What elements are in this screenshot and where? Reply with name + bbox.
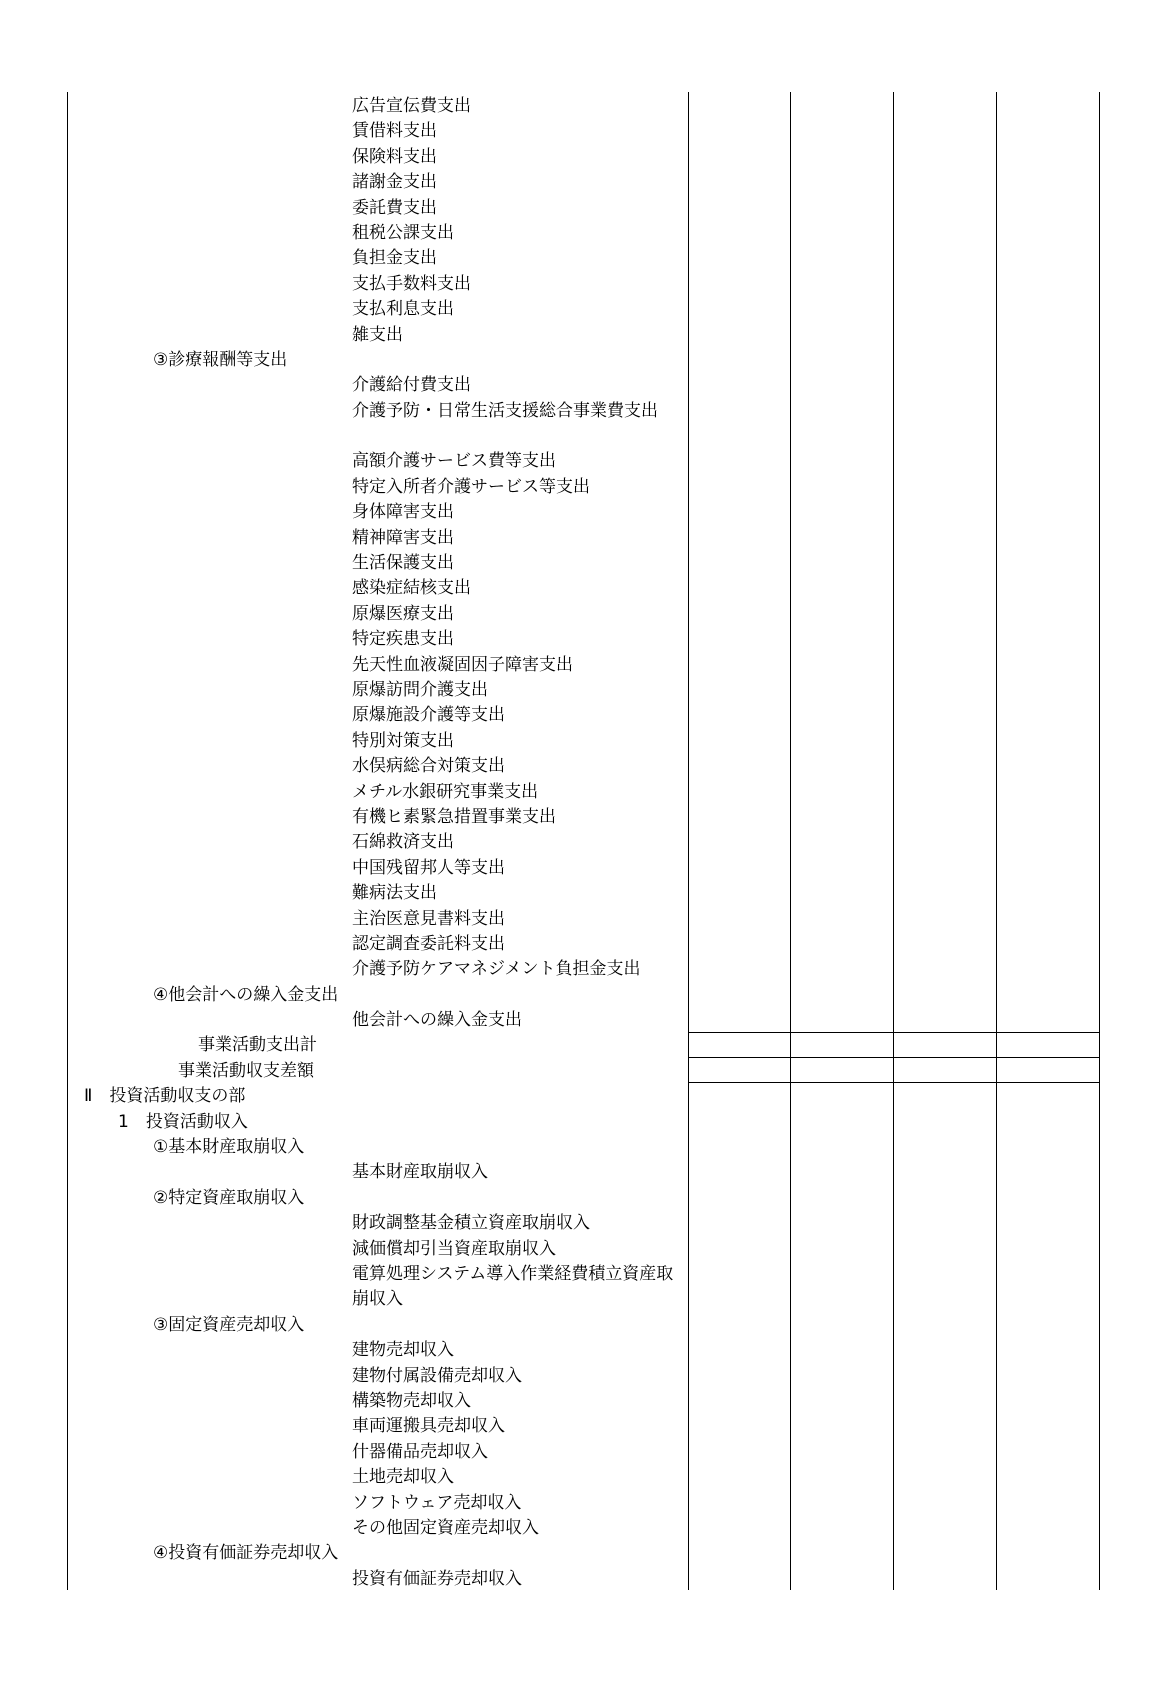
row-label: 諸謝金支出 [352,172,437,193]
row-label: 土地売却収入 [352,1467,454,1488]
row-label: 原爆医療支出 [352,603,454,624]
table-row [0,1489,1166,1514]
row-label: Ⅱ 投資活動収支の部 [84,1086,246,1107]
table-row [0,854,1166,879]
row-label: ①基本財産取崩収入 [153,1137,305,1158]
row-label: 介護予防ケアマネジメント負担金支出 [352,959,641,980]
row-label: 負担金支出 [352,248,437,269]
row-label: 精神障害支出 [352,527,454,548]
row-label: 原爆施設介護等支出 [352,705,505,726]
table-row [0,1108,1166,1133]
table-row [0,1184,1166,1209]
row-label: ③診療報酬等支出 [153,349,288,370]
row-label: 原爆訪問介護支出 [352,680,488,700]
table-row [0,1031,1166,1056]
row-label: 構築物売却収入 [352,1390,471,1411]
row-label: 感染症結核支出 [352,578,471,599]
row-label: 特定入所者介護サービス等支出 [352,476,590,497]
table-row [0,803,1166,828]
row-label: 車両運搬具売却収入 [352,1416,505,1437]
table-row [0,1260,1166,1311]
table-row [0,92,1166,117]
row-label: 特別対策支出 [352,730,454,751]
row-label: 先天性血液凝固因子障害支出 [352,654,573,675]
table-row [0,955,1166,980]
table-row [0,651,1166,676]
table-row [0,1082,1166,1107]
row-label: 雑支出 [352,324,403,345]
table-row [0,1438,1166,1463]
row-label: ②特定資産取崩収入 [153,1187,305,1208]
table-row [0,600,1166,625]
table-row [0,1463,1166,1488]
table-row [0,524,1166,549]
table-row [0,295,1166,320]
table-row [0,498,1166,523]
table-row [0,168,1166,193]
table-row [0,727,1166,752]
account-item-list [0,92,1166,1590]
table-row [0,905,1166,930]
row-label: 他会計への繰入金支出 [352,1010,522,1031]
row-label: 広告宣伝費支出 [352,96,471,116]
table-row [0,1133,1166,1158]
row-label: ③固定資産売却収入 [153,1314,305,1335]
table-row [0,1565,1166,1590]
table-row [0,1311,1166,1336]
row-label: 賃借料支出 [352,121,437,142]
table-row [0,752,1166,777]
table-row [0,1006,1166,1031]
row-label: 建物付属設備売却収入 [352,1365,522,1386]
table-row [0,321,1166,346]
table-row [0,473,1166,498]
row-label: 主治医意見書料支出 [352,908,505,929]
row-label: 事業活動収支差額 [178,1060,314,1081]
table-row [0,1158,1166,1183]
row-label: 建物売却収入 [352,1340,454,1361]
row-label: 有機ヒ素緊急措置事業支出 [352,806,556,827]
row-label: 難病法支出 [352,883,437,904]
table-row [0,397,1166,448]
table-row [0,828,1166,853]
table-row [0,778,1166,803]
table-row [0,117,1166,142]
table-row [0,549,1166,574]
row-label: 水俣病総合対策支出 [352,756,505,777]
row-label: 石綿救済支出 [352,832,454,853]
table-row [0,930,1166,955]
table-row [0,701,1166,726]
table-row [0,143,1166,168]
table-row [0,270,1166,295]
table-row [0,1412,1166,1437]
row-label: その他固定資産売却収入 [352,1517,539,1538]
row-label: 高額介護サービス費等支出 [352,451,556,472]
table-row [0,1387,1166,1412]
table-row [0,625,1166,650]
row-label: 認定調査委託料支出 [352,933,505,954]
table-row [0,1514,1166,1539]
table-row [0,1235,1166,1260]
table-row [0,194,1166,219]
row-label: 保険料支出 [352,146,437,167]
row-label: 介護給付費支出 [352,375,471,396]
row-label: 介護予防・日常生活支援総合事業費支出 [352,400,658,421]
table-row [0,879,1166,904]
row-label: 租税公課支出 [352,222,454,243]
row-label: ソフトウェア売却収入 [352,1492,522,1513]
row-label: ④他会計への繰入金支出 [153,984,339,1005]
table-row [0,981,1166,1006]
row-label: 電算処理システム導入作業経費積立資産取崩収入 [352,1263,674,1309]
row-label: 身体障害支出 [352,502,454,523]
table-row [0,1362,1166,1387]
row-label: 減価償却引当資産取崩収入 [352,1238,556,1259]
row-label: 基本財産取崩収入 [352,1162,488,1183]
table-row [0,346,1166,371]
table-row [0,219,1166,244]
row-label: 財政調整基金積立資産取崩収入 [352,1213,590,1234]
table-row [0,574,1166,599]
row-label: 支払手数料支出 [352,273,471,294]
row-label: 中国残留邦人等支出 [352,857,505,878]
row-label: 委託費支出 [352,197,437,218]
row-label: ④投資有価証券売却収入 [153,1543,339,1564]
row-label: 投資有価証券売却収入 [352,1568,522,1589]
row-label: メチル水銀研究事業支出 [352,781,539,802]
table-row [0,447,1166,472]
table-row [0,1209,1166,1234]
row-label: 什器備品売却収入 [352,1441,488,1462]
table-row [0,1539,1166,1564]
table-row [0,1057,1166,1082]
row-label: 1 投資活動収入 [118,1111,248,1132]
table-row [0,676,1166,701]
row-label: 生活保護支出 [352,553,454,574]
table-row [0,1336,1166,1361]
row-label: 事業活動支出計 [198,1035,317,1056]
row-label: 特定疾患支出 [352,629,454,650]
table-row [0,244,1166,269]
table-row [0,371,1166,396]
row-label: 支払利息支出 [352,299,454,320]
